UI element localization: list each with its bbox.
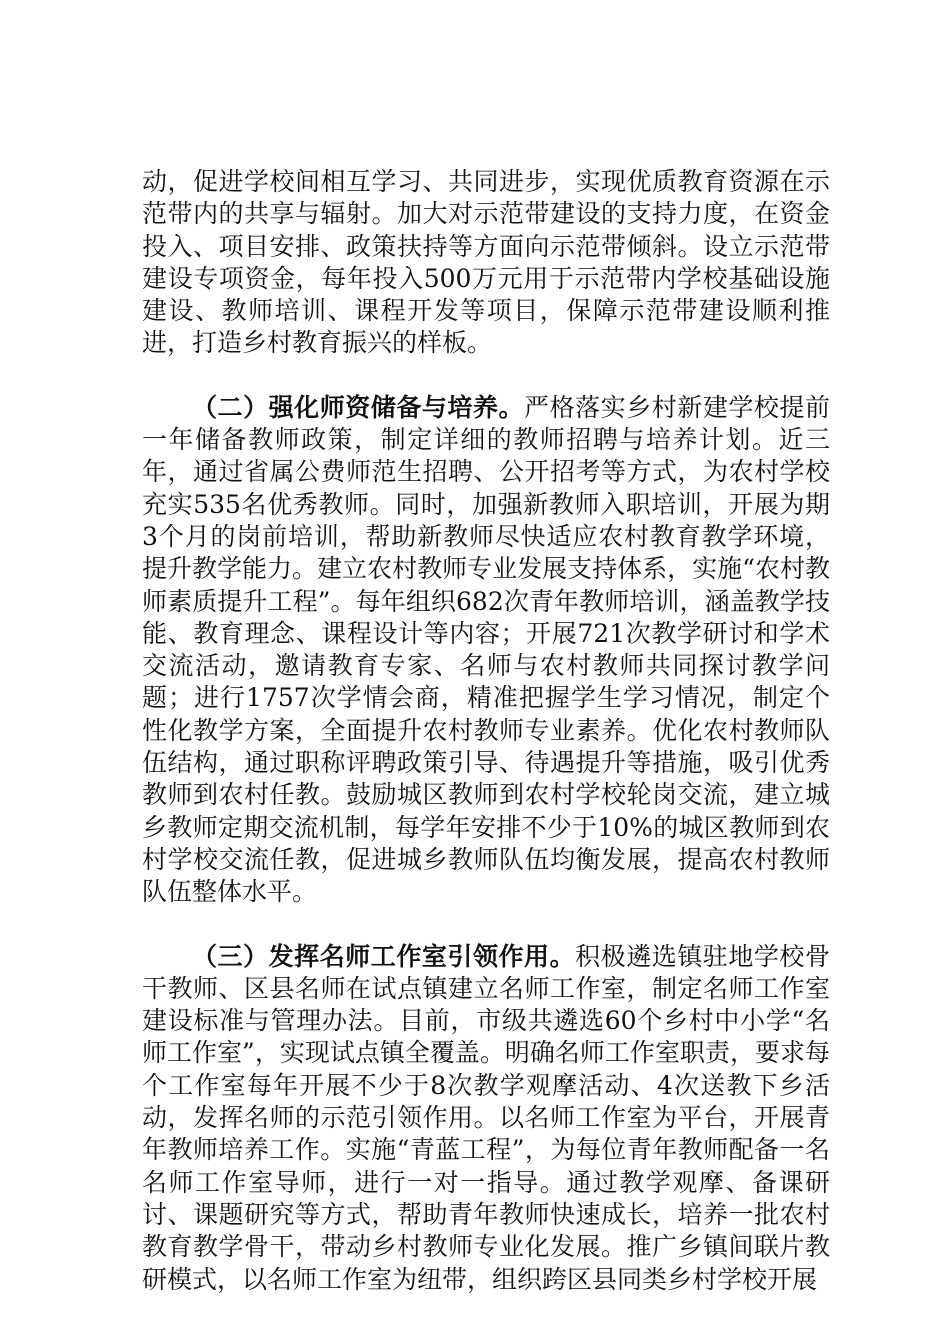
- document-body: [142, 166, 830, 1296]
- section-heading-two: （二）强化师资储备与培养。: [192, 392, 525, 422]
- section-heading-three: （三）发挥名师工作室引领作用。: [192, 941, 576, 971]
- paragraph-text: 严格落实乡村新建学校提前一年储备教师政策，制定详细的教师招聘与培养计划。近三年，通过省属公费师范生招聘、公开招考等方式，为农村学校充实535名优秀教师。同时，加强新教师入职培训，开展为期3个月的岗前培训，帮助新教师尽快适应农村教育教学环境，提升教学能力。建立农村教师专业发展支持体系，实施“农村教师素质提升工程”。每年组织682次青年教师培训，涵盖教学技能、教育理念、课程设计等内容；开展721次教学研讨和学术交流活动，邀请教育专家、名师与农村教师共同探讨教学问题；进行1757次学情会商，精准把握学生学习情况，制定个性化教学方案，全面提升农村教师专业素养。优化农村教师队伍结构，通过职称评聘政策引导、待遇提升等措施，吸引优秀教师到农村任教。鼓励城区教师到农村学校轮岗交流，建立城乡教师定期交流机制，每学年安排不少于10%的城区教师到农村学校交流任教，促进城乡教师队伍均衡发展，提高农村教师队伍整体水平。: [142, 392, 830, 907]
- paragraph-text: 积极遴选镇驻地学校骨干教师、区县名师在试点镇建立名师工作室，制定名师工作室建设标准与管理办法。目前，市级共遴选60个乡村中小学“名师工作室”，实现试点镇全覆盖。明确名师工作室职责，要求每个工作室每年开展不少于8次教学观摩活动、4次送教下乡活动，发挥名师的示范引领作用。以名师工作室为平台，开展青年教师培养工作。实施“青蓝工程”，为每位青年教师配备一名名师工作室导师，进行一对一指导。通过教学观摩、备课研讨、课题研究等方式，帮助青年教师快速成长，培养一批农村教育教学骨干，带动乡村教师专业化发展。推广乡镇间联片教研模式，以名师工作室为纽带，组织跨区县同类乡村学校开展: [142, 941, 830, 1294]
- paragraph-master-studio: [142, 941, 830, 1296]
- paragraph-teacher-reserve: [142, 392, 830, 909]
- paragraph-continuation: [142, 166, 830, 360]
- paragraph-text: 动，促进学校间相互学习、共同进步，实现优质教育资源在示范带内的共享与辐射。加大对示范带建设的支持力度，在资金投入、项目安排、政策扶持等方面向示范带倾斜。设立示范带建设专项资金，每年投入500万元用于示范带内学校基础设施建设、教师培训、课程开发等项目，保障示范带建设顺利推进，打造乡村教育振兴的样板。: [142, 167, 830, 358]
